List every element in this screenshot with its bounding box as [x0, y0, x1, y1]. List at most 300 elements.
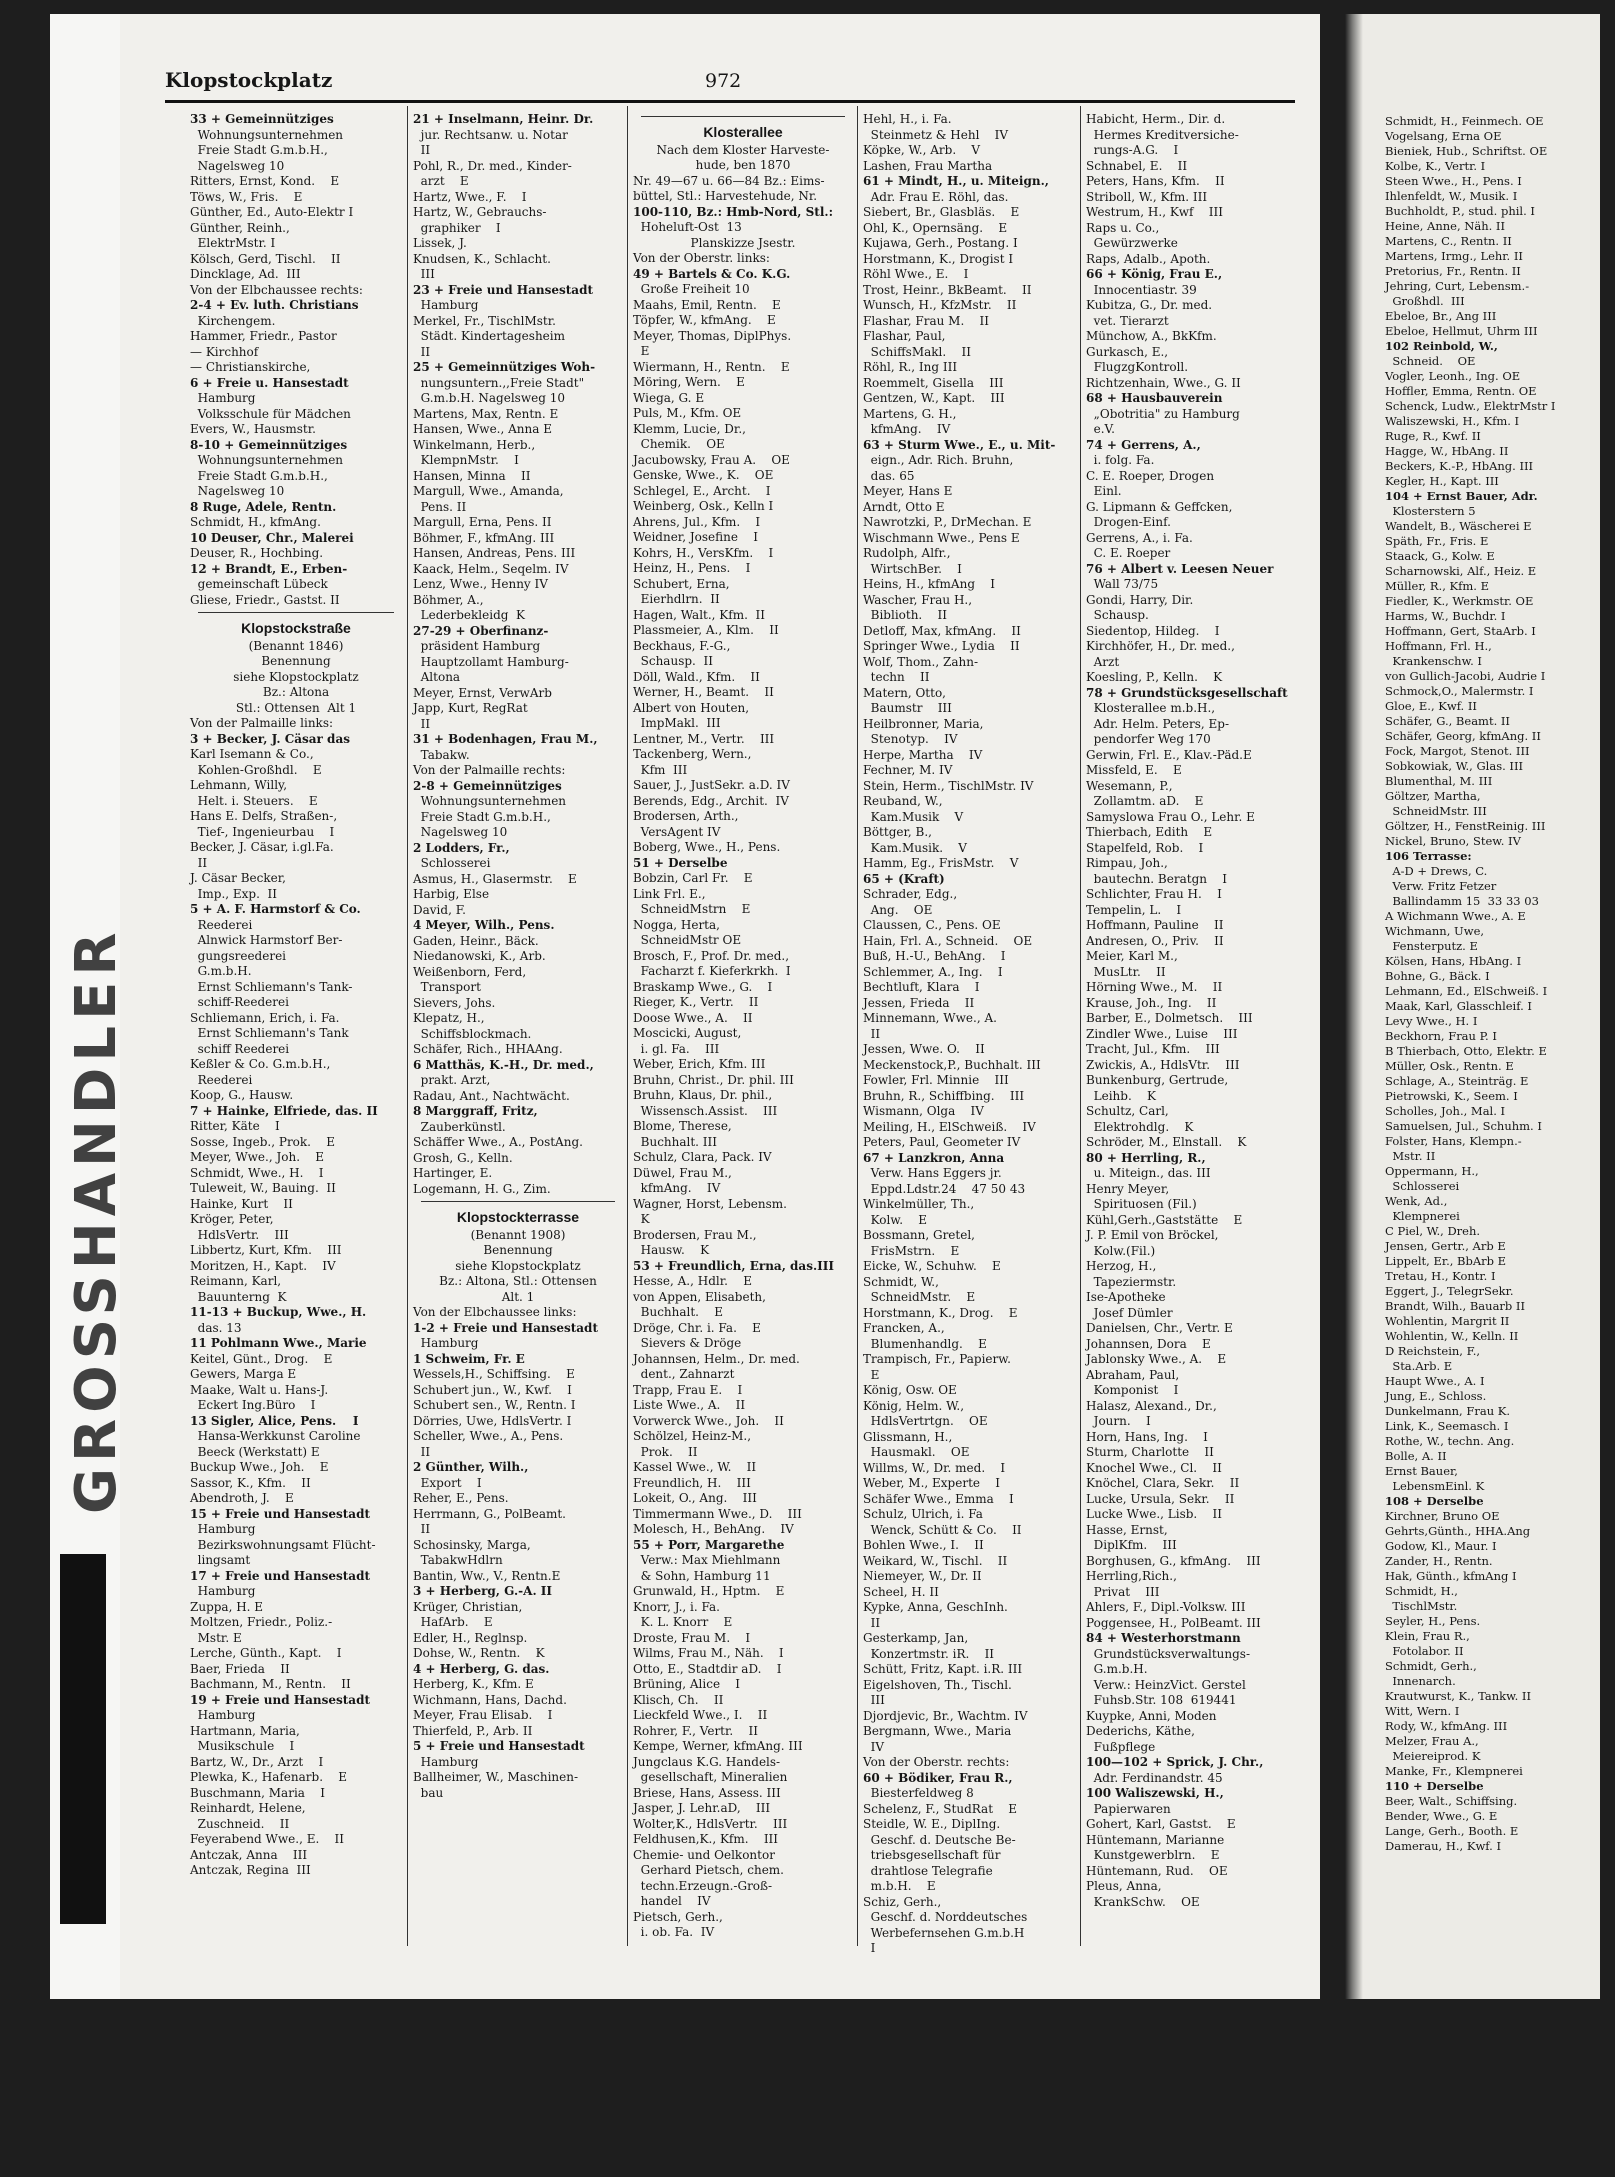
- directory-entry: Hak, Günth., kfmAng I: [1385, 1569, 1517, 1583]
- directory-entry: 2-4 + Ev. luth. Christians: [190, 298, 359, 312]
- directory-entry: Kohrs, H., VersKfm. I: [633, 545, 774, 560]
- directory-entry: Blumenhandlg. E: [863, 1336, 987, 1351]
- directory-entry: Antczak, Regina III: [190, 1863, 311, 1877]
- directory-entry: TabakwHdlrn: [413, 1553, 503, 1567]
- directory-entry: Pens. II: [413, 499, 467, 514]
- directory-entry: Hartz, Wwe., F. I: [413, 189, 527, 204]
- directory-entry: Dederichs, Käthe,: [1086, 1724, 1195, 1738]
- street-heading: Klosterallee: [703, 124, 783, 140]
- directory-entry: Rothe, W., techn. Ang.: [1385, 1434, 1515, 1448]
- directory-entry: Keßler & Co. G.m.b.H.,: [190, 1057, 331, 1071]
- directory-entry: Merkel, Fr., TischlMstr.: [413, 313, 556, 328]
- directory-entry: Arndt, Otto E: [863, 499, 945, 514]
- directory-entry: Pleus, Anna,: [1086, 1879, 1162, 1893]
- directory-entry: 84 + Westerhorstmann: [1086, 1631, 1241, 1645]
- directory-entry: schiff Reederei: [190, 1041, 290, 1056]
- directory-entry: kfmAng. IV: [633, 1181, 721, 1195]
- directory-entry: Freie Stadt G.m.b.H.,: [190, 143, 328, 157]
- directory-entry: Zuppa, H. E: [190, 1599, 264, 1614]
- directory-entry: IV: [863, 1739, 885, 1754]
- directory-entry: Hasse, Ernst,: [1086, 1522, 1168, 1537]
- directory-entry: 76 + Albert v. Leesen Neuer: [1086, 561, 1274, 576]
- directory-entry: Sturm, Charlotte II: [1086, 1445, 1214, 1459]
- directory-entry: Sievers & Dröge: [633, 1336, 742, 1350]
- directory-entry: Hamburg: [190, 1522, 256, 1536]
- directory-entry: Radau, Ant., Nachtwächt.: [413, 1088, 570, 1103]
- directory-entry: Martens, Max, Rentn. E: [413, 406, 559, 421]
- directory-entry: Gerrens, A., i. Fa.: [1086, 530, 1193, 545]
- directory-entry: Bachmann, M., Rentn. II: [190, 1677, 351, 1691]
- column-rule: [1080, 106, 1081, 1946]
- directory-entry: Schmidt, W.,: [863, 1274, 939, 1289]
- directory-entry: Niemeyer, W., Dr. II: [863, 1569, 982, 1583]
- directory-entry: Hainke, Kurt II: [190, 1196, 293, 1211]
- directory-entry: Wohnungsunternehmen: [190, 453, 344, 467]
- directory-entry: Meyer, Frau Elisab. I: [413, 1708, 553, 1722]
- directory-entry: Kubitza, G., Dr. med.: [1086, 298, 1213, 312]
- directory-entry: Sobkowiak, W., Glas. III: [1385, 759, 1524, 773]
- directory-entry: Hoffmann, Gert, StaArb. I: [1385, 624, 1536, 638]
- directory-entry: Kröger, Peter,: [190, 1212, 274, 1226]
- directory-entry: Geschf. d. Deutsche Be-: [863, 1832, 1016, 1847]
- directory-entry: Hain, Frl. A., Schneid. OE: [863, 933, 1033, 948]
- directory-entry: Hermes Kreditversiche-: [1086, 127, 1239, 142]
- directory-entry: Striboll, W., Kfm. III: [1086, 189, 1208, 204]
- street-note: siehe Klopstockplatz: [455, 1258, 581, 1273]
- directory-entry: Johannsen, Helm., Dr. med.: [633, 1351, 800, 1366]
- directory-entry: 6 + Freie u. Hansestadt: [190, 375, 349, 390]
- directory-entry: Nogga, Herta,: [633, 917, 720, 932]
- directory-entry: Vogelsang, Erna OE: [1385, 129, 1502, 143]
- directory-entry: Nawrotzki, P., DrMechan. E: [863, 515, 1032, 529]
- directory-entry: Schulz, Clara, Pack. IV: [633, 1150, 772, 1164]
- directory-entry: Bobzin, Carl Fr. E: [633, 871, 753, 885]
- directory-entry: Brüning, Alice I: [633, 1677, 741, 1691]
- column-rule: [627, 106, 628, 1946]
- directory-entry: Hesse, A., Hdlr. E: [633, 1274, 752, 1288]
- directory-entry: Wascher, Frau H.,: [863, 592, 973, 607]
- directory-entry: KrankSchw. OE: [1086, 1894, 1200, 1909]
- directory-entry: Hörning Wwe., M. II: [1086, 980, 1223, 994]
- directory-entry: Arzt: [1086, 654, 1120, 669]
- directory-entry: Tabakw.: [413, 747, 470, 762]
- directory-entry: Kolw.(Fil.): [1086, 1243, 1156, 1258]
- directory-entry: Fensterputz. E: [1385, 939, 1478, 953]
- directory-entry: Margull, Wwe., Amanda,: [413, 484, 564, 498]
- directory-entry: 4 + Herberg, G. das.: [413, 1661, 550, 1676]
- directory-entry: Wenk, Ad.,: [1385, 1194, 1448, 1208]
- directory-entry: Eckert Ing.Büro I: [190, 1398, 316, 1412]
- directory-entry: Harms, W., Buchdr. I: [1385, 609, 1506, 623]
- directory-entry: Krankenschw. I: [1385, 654, 1482, 668]
- directory-entry: Jacubowsky, Frau A. OE: [633, 452, 790, 467]
- directory-entry: David, F.: [413, 902, 466, 917]
- directory-entry: Heinz, H., Pens. I: [633, 561, 751, 575]
- directory-entry: Eierhdlrn. II: [633, 592, 720, 606]
- directory-entry: Schlegel, E., Archt. I: [633, 483, 771, 498]
- directory-entry: & Sohn, Hamburg 11: [633, 1568, 771, 1583]
- directory-entry: Eigelshoven, Th., Tischl.: [863, 1677, 1012, 1692]
- directory-entry: Papierwaren: [1086, 1801, 1171, 1816]
- directory-entry: Lerche, Günth., Kapt. I: [190, 1646, 342, 1660]
- directory-entry: 51 + Derselbe: [633, 855, 728, 870]
- directory-entry: Nagelsweg 10: [190, 158, 285, 173]
- directory-entry: Vogler, Leonh., Ing. OE: [1385, 369, 1521, 383]
- directory-entry: Moritzen, H., Kapt. IV: [190, 1258, 336, 1273]
- directory-entry: 66 + König, Frau E.,: [1086, 267, 1223, 281]
- directory-entry: Wohnungsunternehmen: [190, 127, 344, 142]
- directory-entry: II: [863, 1615, 881, 1630]
- directory-entry: C. E. Roeper, Drogen: [1086, 468, 1215, 483]
- directory-entry: Willms, W., Dr. med. I: [863, 1460, 1006, 1475]
- directory-entry: Ohl, K., Opernsäng. E: [863, 220, 1008, 235]
- directory-entry: Keitel, Günt., Drog. E: [190, 1351, 333, 1366]
- directory-entry: Martens, Irmg., Lehr. II: [1385, 249, 1523, 263]
- directory-entry: Gondi, Harry, Dir.: [1086, 592, 1194, 607]
- directory-entry: Musikschule I: [190, 1739, 295, 1753]
- directory-entry: Ruge, R., Kwf. II: [1385, 429, 1481, 443]
- directory-entry: Freie Stadt G.m.b.H.,: [190, 468, 328, 483]
- directory-entry: 6 Matthäs, K.-H., Dr. med.,: [413, 1057, 594, 1072]
- directory-entry: Flashar, Paul,: [863, 329, 946, 343]
- directory-entry: Hartinger, E.: [413, 1166, 493, 1180]
- directory-entry: vet. Tierarzt: [1086, 313, 1169, 328]
- directory-entry: Schmidt, H., Feinmech. OE: [1385, 114, 1544, 128]
- directory-entry: Kam.Musik. V: [863, 840, 967, 855]
- directory-entry: Hoheluft-Ost 13: [633, 220, 742, 234]
- directory-entry: Einl.: [1086, 484, 1122, 498]
- directory-entry: 2-8 + Gemeinnütziges: [413, 778, 562, 793]
- directory-entry: Blumenthal, M. III: [1385, 774, 1493, 788]
- directory-entry: 25 + Gemeinnütziges Woh-: [413, 360, 596, 374]
- directory-entry: Horn, Hans, Ing. I: [1086, 1429, 1208, 1444]
- directory-entry: Pietrowski, K., Seem. I: [1385, 1089, 1518, 1103]
- directory-entry: 74 + Gerrens, A.,: [1086, 437, 1201, 452]
- directory-entry: Sosse, Ingeb., Prok. E: [190, 1134, 336, 1149]
- directory-entry: Timmermann Wwe., D. III: [633, 1506, 802, 1521]
- directory-entry: D Reichstein, F.,: [1385, 1344, 1481, 1358]
- street-note: Benennung: [261, 654, 331, 668]
- directory-entry: FrisMstrn. E: [863, 1243, 960, 1258]
- directory-entry: Lehmann, Ed., ElSchweiß. I: [1385, 984, 1548, 998]
- directory-entry: i. gl. Fa. III: [633, 1041, 720, 1056]
- directory-entry: Liste Wwe., A. II: [633, 1398, 746, 1412]
- directory-entry: Schlosserei: [1385, 1179, 1460, 1193]
- directory-entry: Wandelt, B., Wäscherei E: [1385, 519, 1532, 533]
- directory-entry: Maak, Karl, Glasschleif. I: [1385, 999, 1532, 1013]
- directory-entry: Gentzen, W., Kapt. III: [863, 391, 1005, 405]
- directory-entry: Kfm III: [633, 762, 688, 777]
- directory-entry: Edler, H., Reglnsp.: [413, 1630, 528, 1645]
- directory-entry: Hoffler, Emma, Rentn. OE: [1385, 384, 1537, 398]
- directory-entry: SchneidMstr. E: [863, 1290, 976, 1304]
- directory-entry: Wohlentin, Margrit II: [1385, 1314, 1510, 1328]
- street-heading: Klopstockterrasse: [456, 1209, 580, 1225]
- directory-entry: Freundlich, H. III: [633, 1475, 751, 1490]
- directory-entry: Geschf. d. Norddeutsches: [863, 1910, 1028, 1924]
- directory-entry: Gliese, Friedr., Gastst. II: [190, 592, 340, 607]
- directory-entry: Herrmann, G., PolBeamt.: [413, 1506, 566, 1521]
- directory-entry: das. 13: [190, 1320, 242, 1335]
- page-title: Klopstockplatz: [165, 68, 333, 92]
- directory-entry: Rieger, K., Vertr. II: [633, 995, 759, 1009]
- directory-entry: G.m.b.H.: [190, 964, 252, 978]
- directory-entry: Grunwald, H., Hptm. E: [633, 1584, 785, 1598]
- directory-entry: Chemik. OE: [633, 437, 725, 451]
- directory-entry: Heilbronner, Maria,: [863, 716, 984, 731]
- directory-entry: 7 + Hainke, Elfriede, das. II: [190, 1103, 378, 1118]
- directory-entry: — Kirchhof: [190, 344, 259, 359]
- directory-entry: Schmidt, Gerh.,: [1385, 1659, 1477, 1673]
- directory-entry: Verw. Hans Eggers jr.: [863, 1166, 1002, 1180]
- directory-column-4: [863, 112, 1076, 1962]
- directory-entry: 53 + Freundlich, Erna, das.III: [633, 1258, 834, 1273]
- directory-entry: Eicke, W., Schuhw. E: [863, 1259, 1001, 1273]
- directory-entry: Karl Isemann & Co.,: [190, 747, 314, 761]
- directory-entry: Hausmakl. OE: [863, 1445, 970, 1459]
- directory-entry: Zauberkünstl.: [413, 1119, 506, 1134]
- directory-entry: Trapp, Frau E. I: [633, 1382, 743, 1397]
- directory-entry: Gehrts,Günth., HHA.Ang: [1385, 1524, 1531, 1538]
- directory-entry: Döll, Wald., Kfm. II: [633, 669, 760, 684]
- directory-entry: 2 Günther, Wilh.,: [413, 1460, 529, 1474]
- directory-entry: 3 + Herberg, G.-A. II: [413, 1584, 553, 1598]
- street-note: Planskizze Jsestr.: [690, 235, 796, 250]
- directory-entry: Klempnerei: [1385, 1209, 1460, 1223]
- directory-entry: Abendroth, J. E: [190, 1491, 294, 1505]
- directory-entry: Sauer, J., JustSekr. a.D. IV: [633, 778, 790, 792]
- directory-entry: e.V.: [1086, 422, 1115, 436]
- directory-entry: Knochel Wwe., Cl. II: [1086, 1460, 1222, 1475]
- directory-entry: Melzer, Frau A.,: [1385, 1734, 1479, 1748]
- directory-entry: Ahlers, F., Dipl.-Volksw. III: [1086, 1600, 1246, 1614]
- directory-entry: Reederei: [190, 1072, 253, 1087]
- directory-entry: Schelenz, F., StudRat E: [863, 1801, 1018, 1816]
- directory-entry: Nr. 49—67 u. 66—84 Bz.: Eims-: [633, 173, 825, 188]
- directory-entry: Großhdl. III: [1385, 294, 1465, 308]
- directory-entry: Albert von Houten,: [633, 700, 750, 715]
- directory-entry: C Piel, W., Dreh.: [1385, 1224, 1481, 1238]
- directory-entry: Plewka, K., Hafenarb. E: [190, 1770, 348, 1784]
- directory-entry: Godow, Kl., Maur. I: [1385, 1539, 1497, 1553]
- directory-entry: Haupt Wwe., A. I: [1385, 1374, 1485, 1388]
- directory-entry: Tackenberg, Wern.,: [633, 747, 752, 761]
- directory-entry: Spirituosen (Fil.): [1086, 1197, 1197, 1211]
- directory-entry: Schmidt, Wwe., H. I: [190, 1165, 324, 1180]
- directory-entry: Schulz, Ulrich, i. Fa: [863, 1507, 983, 1521]
- directory-entry: Hansen, Wwe., Anna E: [413, 422, 552, 436]
- directory-entry: Ang. OE: [863, 902, 933, 917]
- directory-entry: 100-110, Bz.: Hmb-Nord, Stl.:: [633, 204, 833, 219]
- directory-entry: Drogen-Einf.: [1086, 515, 1171, 529]
- directory-entry: Röhl, R., Ing III: [863, 360, 958, 374]
- directory-entry: Rimpau, Joh.,: [1086, 856, 1168, 870]
- directory-entry: Weber, M., Experte I: [863, 1476, 1000, 1490]
- directory-entry: Weikard, W., Tischl. II: [863, 1553, 1008, 1568]
- directory-entry: Sassor, K., Kfm. II: [190, 1475, 311, 1490]
- directory-entry: Henry Meyer,: [1086, 1181, 1170, 1196]
- directory-entry: Gohert, Karl, Gastst. E: [1086, 1817, 1236, 1831]
- directory-entry: II: [413, 1522, 431, 1536]
- directory-entry: G. Lipmann & Geffcken,: [1086, 499, 1233, 514]
- street-note: Bz.: Altona, Stl.: Ottensen: [439, 1274, 597, 1288]
- directory-entry: Schmidt, H.,: [1385, 1584, 1458, 1598]
- directory-entry: Günther, Reinh.,: [190, 220, 290, 235]
- directory-entry: WirtschBer. I: [863, 561, 962, 576]
- directory-entry: Claussen, C., Pens. OE: [863, 918, 1001, 932]
- adjacent-page: [1345, 14, 1600, 1999]
- directory-entry: Herpe, Martha IV: [863, 747, 983, 762]
- directory-entry: Städt. Kindertagesheim: [413, 329, 565, 343]
- directory-entry: Elektrohdlg. K: [1086, 1119, 1194, 1134]
- directory-entry: von Gullich-Jacobi, Audrie I: [1385, 669, 1546, 683]
- directory-entry: Innenarch.: [1385, 1674, 1456, 1688]
- directory-entry: Johannsen, Dora E: [1086, 1336, 1211, 1351]
- directory-entry: bau: [413, 1785, 444, 1800]
- directory-entry: 15 + Freie und Hansestadt: [190, 1506, 370, 1521]
- directory-entry: 21 + Inselmann, Heinr. Dr.: [413, 112, 594, 126]
- directory-entry: Schnabel, E. II: [1086, 158, 1188, 173]
- directory-entry: Herzog, H.,: [1086, 1259, 1157, 1273]
- directory-entry: Rody, W., kfmAng. III: [1385, 1719, 1508, 1733]
- directory-entry: Bruhn, R., Schiffbing. III: [863, 1088, 1025, 1103]
- directory-entry: II: [190, 855, 208, 870]
- directory-entry: 11 Pohlmann Wwe., Marie: [190, 1336, 367, 1350]
- directory-entry: „Obotritia" zu Hamburg: [1086, 406, 1240, 421]
- directory-entry: König, Helm. W.,: [863, 1398, 965, 1413]
- directory-entry: Hamburg: [413, 1336, 479, 1350]
- directory-entry: Adr. Helm. Peters, Ep-: [1086, 716, 1230, 731]
- directory-entry: Tempelin, L. I: [1086, 902, 1182, 917]
- directory-entry: E: [633, 344, 650, 358]
- directory-entry: Schröder, M., Elnstall. K: [1086, 1135, 1247, 1149]
- directory-entry: LebensmEinl. K: [1385, 1479, 1485, 1493]
- directory-entry: Gaden, Heinr., Bäck.: [413, 933, 539, 948]
- directory-entry: Zander, H., Rentn.: [1385, 1554, 1493, 1568]
- directory-entry: Späth, Fr., Fris. E: [1385, 534, 1489, 548]
- directory-entry: Werbefernsehen G.m.b.H: [863, 1925, 1025, 1940]
- directory-entry: Hamburg: [190, 1584, 256, 1598]
- directory-entry: Minnemann, Wwe., A.: [863, 1011, 997, 1025]
- directory-entry: Wessels,H., Schiffsing. E: [413, 1367, 575, 1381]
- directory-entry: Feldhusen,K., Kfm. III: [633, 1832, 779, 1846]
- directory-entry: Levy Wwe., H. I: [1385, 1014, 1478, 1028]
- directory-entry: Wichmann, Hans, Dachd.: [413, 1692, 567, 1707]
- directory-entry: handel IV: [633, 1894, 711, 1908]
- directory-entry: Francken, A.,: [863, 1321, 945, 1335]
- directory-entry: Wiega, G. E: [633, 390, 705, 405]
- directory-entry: rungs-A.G. I: [1086, 143, 1179, 157]
- directory-entry: II: [413, 716, 431, 731]
- directory-entry: Ebeloe, Br., Ang III: [1385, 309, 1497, 323]
- directory-entry: Leihb. K: [1086, 1088, 1156, 1103]
- directory-entry: Gerwin, Frl. E., Klav.-Päd.E: [1086, 747, 1252, 762]
- directory-entry: 100 Waliszewski, H.,: [1086, 1786, 1224, 1800]
- directory-entry: ElektrMstr. I: [190, 236, 276, 250]
- directory-entry: Wolf, Thom., Zahn-: [863, 654, 979, 669]
- directory-entry: Knudsen, K., Schlacht.: [413, 251, 551, 266]
- directory-entry: Dröge, Chr. i. Fa. E: [633, 1320, 761, 1335]
- directory-entry: Beer, Walt., Schiffsing.: [1385, 1794, 1518, 1808]
- directory-entry: Waliszewski, H., Kfm. I: [1385, 414, 1520, 428]
- directory-entry: Josef Dümler: [1086, 1305, 1173, 1320]
- directory-entry: Koesling, P., Kelln. K: [1086, 670, 1223, 684]
- directory-entry: Kohlen-Großhdl. E: [190, 762, 322, 777]
- directory-entry: Göltzer, Martha,: [1385, 789, 1481, 803]
- directory-entry: Pretorius, Fr., Rentn. II: [1385, 264, 1521, 278]
- directory-entry: Scharnowski, Alf., Heiz. E: [1385, 564, 1537, 578]
- directory-entry: Böttger, B.,: [863, 825, 932, 839]
- directory-entry: Ballheimer, W., Maschinen-: [413, 1770, 579, 1784]
- directory-entry: Beckhaus, F.-G.,: [633, 638, 731, 653]
- directory-entry: Stein, Herm., TischlMstr. IV: [863, 778, 1034, 793]
- directory-entry: schiff-Reederei: [190, 995, 289, 1009]
- directory-entry: Peters, Paul, Geometer IV: [863, 1135, 1021, 1149]
- directory-entry: Schmidt, H., kfmAng.: [190, 515, 321, 529]
- directory-entry: Schubert sen., W., Rentn. I: [413, 1398, 576, 1412]
- directory-entry: Baumstr III: [863, 701, 952, 715]
- directory-entry: Genske, Wwe., K. OE: [633, 468, 774, 482]
- directory-entry: Hansen, Andreas, Pens. III: [413, 546, 576, 560]
- directory-entry: Helt. i. Steuers. E: [190, 793, 318, 808]
- directory-entry: DiplKfm. III: [1086, 1538, 1177, 1552]
- directory-entry: TischlMstr.: [1385, 1599, 1458, 1613]
- directory-entry: Hartz, W., Gebrauchs-: [413, 205, 547, 219]
- directory-entry: Ihlenfeldt, W., Musik. I: [1385, 189, 1518, 203]
- directory-entry: Zuschneid. II: [190, 1816, 290, 1831]
- directory-entry: Schiffsblockmach.: [413, 1026, 532, 1041]
- directory-entry: Schäfer, Georg, kfmAng. II: [1385, 729, 1541, 743]
- directory-entry: Link, K., Seemasch. I: [1385, 1419, 1509, 1433]
- directory-entry: Chemie- und Oelkontor: [633, 1847, 775, 1862]
- directory-entry: III: [413, 267, 435, 281]
- directory-entry: Facharzt f. Kieferkrkh. I: [633, 964, 791, 978]
- directory-entry: Nagelsweg 10: [413, 825, 508, 839]
- directory-entry: Ritter, Käte I: [190, 1119, 280, 1133]
- directory-entry: Steen Wwe., H., Pens. I: [1385, 174, 1522, 188]
- street-heading-rule: [421, 1201, 615, 1202]
- directory-entry: Buchhalt. E: [633, 1305, 724, 1319]
- directory-entry: Danielsen, Chr., Vertr. E: [1086, 1321, 1233, 1335]
- directory-entry: Scheller, Wwe., A., Pens.: [413, 1429, 564, 1443]
- directory-entry: Reuband, W.,: [863, 794, 943, 808]
- directory-entry: Adr. Frau E. Röhl, das.: [863, 189, 1009, 204]
- directory-entry: Hamburg: [413, 298, 479, 312]
- directory-entry: Müller, Osk., Rentn. E: [1385, 1059, 1514, 1073]
- directory-entry: Thierbach, Edith E: [1086, 825, 1213, 839]
- directory-entry: 17 + Freie und Hansestadt: [190, 1568, 370, 1583]
- directory-entry: Fechner, M. IV: [863, 763, 953, 777]
- directory-entry: Wismann, Olga IV: [863, 1104, 984, 1118]
- directory-entry: Buckup Wwe., Joh. E: [190, 1460, 329, 1474]
- directory-entry: Schubert jun., W., Kwf. I: [413, 1382, 572, 1397]
- directory-entry: Dincklage, Ad. III: [190, 267, 301, 281]
- directory-entry: Westrum, H., Kwf III: [1086, 205, 1223, 219]
- directory-entry: Steinmetz & Hehl IV: [863, 127, 1009, 142]
- directory-entry: Ernst Bauer,: [1385, 1464, 1458, 1478]
- directory-entry: Scheel, H. II: [863, 1584, 939, 1599]
- directory-entry: Schlemmer, A., Ing. I: [863, 964, 1003, 979]
- directory-entry: C. E. Roeper: [1086, 546, 1171, 560]
- street-note: Stl.: Ottensen Alt 1: [235, 700, 357, 715]
- directory-entry: Otto, E., Stadtdir aD. I: [633, 1661, 782, 1676]
- directory-entry: Biesterfeldweg 8: [863, 1786, 974, 1800]
- directory-entry: FlugzgKontroll.: [1086, 360, 1189, 374]
- directory-entry: Meyer, Wwe., Joh. E: [190, 1150, 325, 1164]
- directory-entry: K: [633, 1212, 650, 1226]
- directory-entry: Zwickis, A., HdlsVtr. III: [1086, 1057, 1240, 1072]
- directory-entry: Lenz, Wwe., Henny IV: [413, 577, 548, 591]
